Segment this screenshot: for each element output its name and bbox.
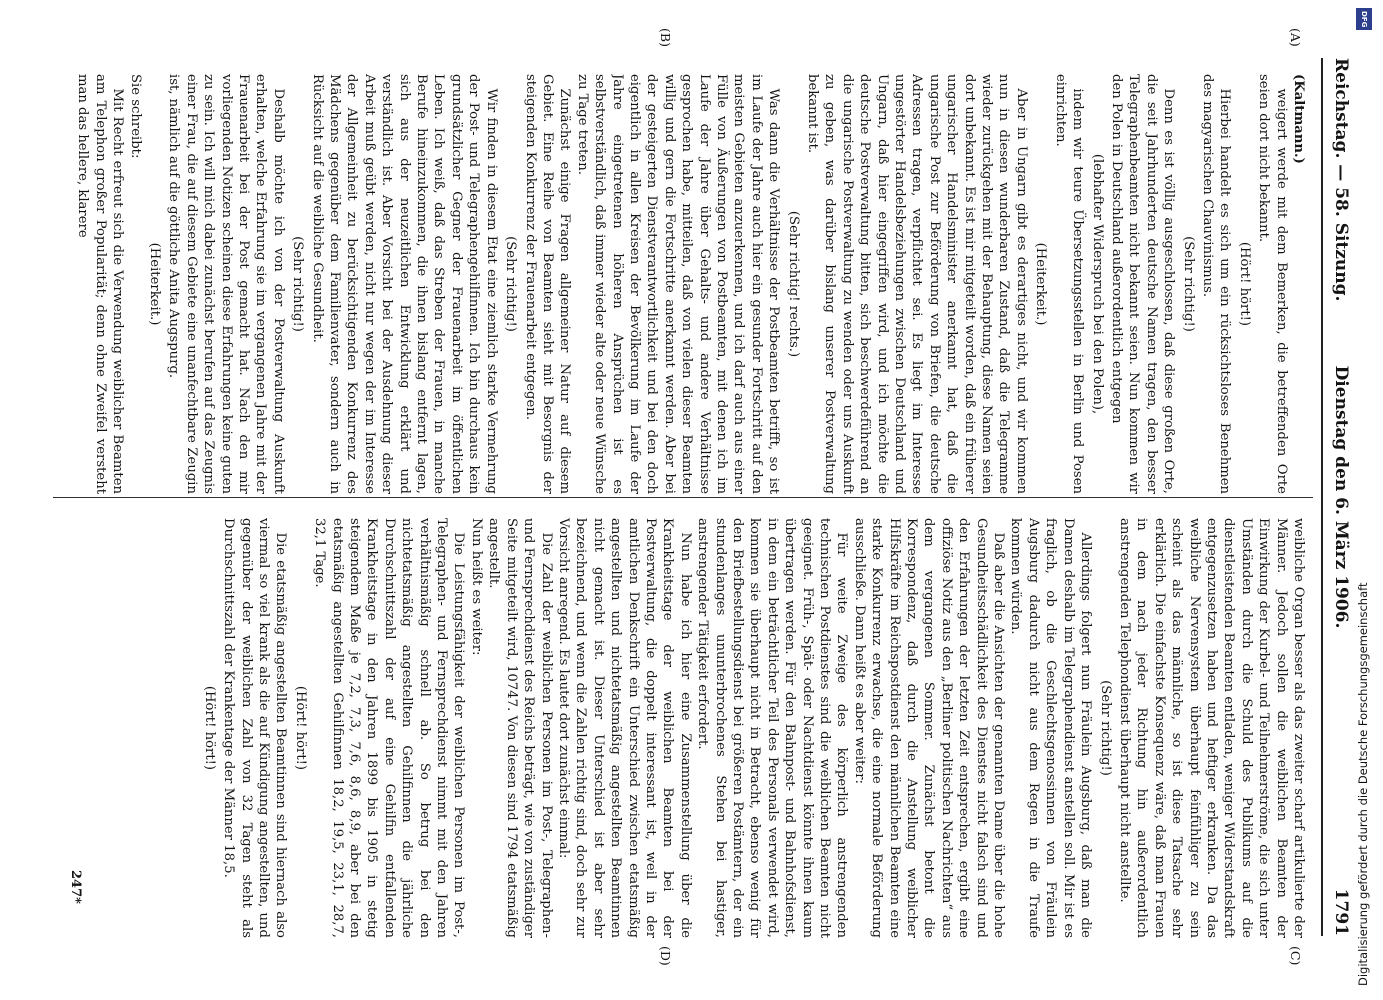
interjection: (Sehr richtig!) (1097, 680, 1113, 776)
margin-marker-d: (D) (658, 946, 673, 966)
interjection: (Sehr richtig!) (503, 236, 519, 332)
paragraph: Mit Recht erfreut sich die Verwendung weiblicher Beamten am Telephon großer Popularität; denn ohne Zweifel versteht man das hellere, klarere (75, 74, 126, 494)
paragraph: weibliche Organ besser als das zweiter scharf artikulierte der Männer. Jedoch sollen die weiblichen Beamten der Einwirkung der Kurbel- und Teilnehmerströme, die sich unter Umständen durch die Schuld des Publikums auf die dienstleistenden Beamten entladen, weniger Widerstandskraft entgegenzusetzen haben und heftiger erkranken. Da das weibliche Nervensystem überhaupt feinfühliger zu sein scheint als das männliche, so ist diese Tatsache sehr erklärlich. Die einfachste Konsequenz wäre, daß man Frauen in dem nach jeder Richtung hin außerordentlich anstrengenden Telephondienst überhaupt nicht anstellte. (1116, 518, 1306, 938)
paragraph: Aber in Ungarn gibt es derartiges nicht, und wir kommen nun in diesen wunderbaren Zustand, daß die Telegramme wieder zurückgehen mit der Behauptung, diese Namen seien dort unbekannt. Es ist mir mitgeteilt worden, daß ein früherer ungarischer Handelsminister anerkannt hat, daß die ungarische Post zur Beförderung von Briefen, die deutsche Adressen tragen, verpflichtet sei. Es liegt im Interesse ungestörter Handelsbeziehungen zwischen Deutschland und Ungarn, daß hier eingegriffen wird, und ich möchte die deutsche Postverwaltung bitten, sich beschwerdeführend an die ungarische Postverwaltung zu wenden oder uns Auskunft zu geben, was darüber bislang unserer Postverwaltung bekannt ist. (805, 74, 1029, 494)
margin-marker-b: (B) (658, 28, 673, 47)
paragraph: Hierbei handelt es sich um ein rücksichtsloses Benehmen des magyarischen Chauvinismus. (1199, 74, 1233, 494)
paragraph: Nun habe ich hier eine Zusammenstellung über die Krankheitstage der weiblichen Beamten bei der Postverwaltung, die doppelt interessant ist, weil in der amtlichen Denkschrift ein Unterschied zwischen etatsmäßig angestellten und nichtetatsmäßig angestellten Beamtinnen nicht gemacht ist. Dieser Unterschied ist aber sehr bezeichnend, und wenn die Zahlen richtig sind, doch sehr zur Vorsicht anregend. Es lautet dort zunächst einmal: (555, 518, 693, 938)
right-column (57, 518, 1307, 938)
digitization-credit: Digitalisierung gefördert durch die Deutsche Forschungsgemeinschaft (1356, 582, 1370, 986)
margin-marker-c: (C) (1288, 946, 1303, 966)
header-session: Reichstag. — 58. Sitzung. (1331, 58, 1351, 302)
paragraph: indem wir teure Übersetzungsstellen in Berlin und Posen einrichten. (1052, 74, 1086, 494)
paragraph: Was dann die Verhältnisse der Postbeamten betrifft, so ist im Laufe der Jahre auch hier ein gesunder Fortschritt auf den meisten Gebieten anzuerkennen, und ich darf auch aus einer Fülle von Äußerungen von Postbeamten, mit denen ich im Laufe der Jahre über Gehalts- und andere Verhältnisse gesprochen habe, mitteilen, daß von vielen dieser Beamten willig und gern die Fortschritte anerkannt werden. Aber bei der gesteigerten Dienstverantwortlichkeit und bei den doch eigentlich in allen Kreisen der Bevölkerung im Laufe der Jahre eingetretenen höheren Ansprüchen ist es selbstverständlich, daß immer wieder alte oder neue Wünsche zu Tage treten. (574, 74, 782, 494)
digitization-sidebar (1352, 6, 1378, 994)
interjection: (Sehr richtig!) (290, 236, 306, 332)
header-rule (1321, 58, 1323, 936)
interjection: (Sehr richtig!) (1180, 236, 1196, 332)
paragraph: Deshalb möchte ich von der Postverwaltung Auskunft erhalten, welche Erfahrung sie im vergangenen Jahre mit der Frauenarbeit bei der Post gemacht hat. Nach den mir vorliegenden Notizen scheinen diese Erfahrungen keine guten zu sein. Ich will mich dabei zunächst berufen auf das Zeugnis einer Frau, die auf diesem Gebiete eine unanfechtbare Zeugin ist, nämlich auf die göttliche Anita Augspurg. (166, 74, 286, 494)
paragraph: Allerdings folgert nun Fräulein Augsburg, daß man die Damen deshalb im Telegraphendienst anstellen soll. Mir ist es fraglich, ob die Geschlechtsgenossinnen von Fräulein Augsburg dadurch nicht aus dem Regen in die Traufe kommen würden. (1008, 518, 1094, 938)
margin-marker-a: (A) (1288, 28, 1303, 47)
paragraph: Wir finden in diesem Etat eine ziemlich starke Vermehrung der Post- und Telegraphengehilfinnen. Ich bin durchaus kein grundsätzlicher Gegner der Frauenarbeit im öffentlichen Leben. Ich weiß, daß das Streben der Frauen, in manche Berufe hineinzukommen, die ihnen bislang entfernt lagen, sich aus der neuzeitlichen Entwicklung erklärt und verständlich ist. Aber Vorsicht bei der Ausdehnung dieser Arbeit muß geübt werden, nicht nur wegen der im Interesse der Allgemeinheit zu berücksichtigenden Konkurrenz des Mädchens gegenüber dem Familienvater, sondern auch in Rücksicht auf die weibliche Gesundheit. (309, 74, 499, 494)
interjection: (lebhafter Widerspruch bei den Polen), (1089, 153, 1105, 415)
header-date: Dienstag den 6. März 1906. (1331, 365, 1351, 629)
interjection: (Hört! hört!) (292, 685, 308, 771)
interjection: (Heiterkeit.) (147, 242, 162, 326)
page-number: 1791 (1331, 888, 1351, 936)
paragraph: Zunächst einige Fragen allgemeiner Natur auf diesem Gebiet. Eine Reihe von Beamten sieht mit Besorgnis der steigenden Konkurrenz der Frauenarbeit entgegen. (522, 74, 573, 494)
sheet-signature: 247* (68, 870, 83, 904)
column-divider (53, 497, 1313, 498)
paragraph: Für weite Zweige des körperlich anstrengenden technischen Postdienstes sind die weiblichen Beamten nicht geeignet. Früh-, Spät- oder Nachtdienst könnte ihnen kaum übertragen werden. Für den Bahnpost- und Bahnhofsdienst, in dem ein beträchtlicher Teil des Personals verwendet wird, kommen sie überhaupt nicht in Betracht, ebenso wenig für den Briefbestellungsdienst bei größeren Postämtern, der ein stundenlanges ununterbrochenes Stehen bei hastiger, anstrengender Tätigkeit erfordert. (695, 518, 850, 938)
interjection: (Hört! hört!) (201, 685, 217, 771)
interjection: (Heiterkeit.) (1033, 242, 1049, 326)
paragraph: Die Leistungsfähigkeit der weiblichen Personen im Post-, Telegraphen- und Fernsprechdienst nimmt mit den Jahren verhältnismäßig schnell ab. So betrug bei den nichtetatsmäßig angestellten Gehilfinnen die jährliche Durchschnittszahl der auf eine Gehilfin entfallenden Krankheitstage in den Jahren 1899 bis 1905 in stetig steigendem Maße je 7,2, 7,3, 7,6, 8,6, 8,9, aber bei den etatsmäßig angestellten Gehilfinnen 18,2, 19,5, 23,1, 28,7, 32,1 Tage. (312, 518, 467, 938)
paragraph: Die etatsmäßig angestellten Beamtinnen sind hiernach also viermal so viel krank als die auf Kündigung angestellten, und gegenüber der weiblichen Zahl von 32 Tagen steht als Durchschnittszahl der Krankentage der Männer 18,5. (221, 518, 289, 938)
dfg-logo-icon: DFG (1356, 8, 1372, 30)
paragraph: Daß aber die Ansichten der genannten Dame über die hohe Gesundheitsschädlichkeit des Dienstes nicht falsch sind und den Erfahrungen der letzten Zeit entsprechen, ergibt eine offiziöse Notiz aus den „Berliner politischen Nachrichten“ aus dem vergangenen Sommer. Zunächst betont die Korrespondenz, daß durch die Anstellung weiblicher Hilfskräfte im Reichspostdienst den männlichen Beamten eine starke Konkurrenz erwachse, die eine normale Beförderung ausschließe. Dann heißt es aber weiter: (851, 518, 1007, 938)
interjection: (Sehr richtig! rechts.) (785, 210, 801, 358)
paragraph: Die Zahl der weiblichen Personen im Post-, Telegraphen- und Fernsprechdienst des Reichs beträgt, wie von zuständiger Seite mitgeteilt wird, 10747. Von diesen sind 1794 etatsmäßig angestellt. (486, 518, 554, 938)
paragraph: Denn es ist völlig ausgeschlossen, daß diese großen Orte, die seit Jahrhunderten deutsche Namen tragen, den besser Telegraphenbeamten nicht bekannt seien. Nun kommen wir den Polen in Deutschland außerordentlich entgegen (1108, 74, 1177, 494)
paragraph: weigert werde mit dem Bemerken, die betreffenden Orte seien dort nicht bekannt. (1256, 74, 1289, 494)
speaker-name: (Kaltmann.) (1291, 74, 1306, 164)
interjection: (Hört! hört!) (1236, 241, 1252, 327)
paragraph: Nun heißt es weiter: (468, 518, 484, 656)
left-column (57, 74, 1307, 494)
paragraph: Sie schreibt: (127, 74, 143, 159)
page-header (1323, 58, 1351, 936)
